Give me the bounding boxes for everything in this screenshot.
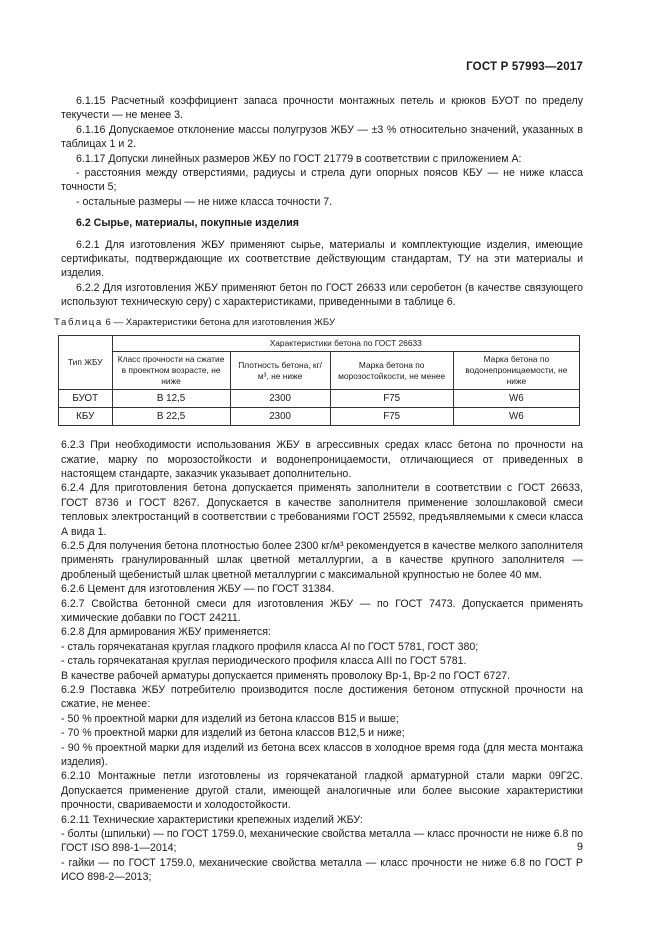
table-cell: W6 [453, 408, 579, 426]
document-id: ГОСТ Р 57993—2017 [466, 61, 583, 73]
table-cell: 2300 [230, 408, 330, 426]
table-caption-word: Таблица [54, 316, 103, 328]
list-item: - 70 % проектной марки для изделий из бетона классов В12,5 и ниже; [61, 727, 405, 740]
paragraph: 6.2.11 Технические характеристики крепежных изделий ЖБУ: [61, 813, 363, 826]
table-row [59, 390, 580, 408]
col-header-water: Марка бетона по водонепроницаемости, не ниже [453, 352, 579, 390]
paragraph: 6.2.7 Свойства бетонной смеси для изготовления ЖБУ — по ГОСТ 7473. Допускается применять химические добавки по ГОСТ 24211. [61, 597, 583, 624]
col-header-frost: Марка бетона по морозостойкости, не менее [330, 352, 453, 390]
paragraph [61, 123, 583, 152]
table-row [59, 408, 580, 426]
section-heading: 6.2 Сырье, материалы, покупные изделия [76, 217, 299, 230]
table-subheader-row [59, 352, 580, 390]
list-item: - сталь горячекатаная круглая гладкого профиля класса АI по ГОСТ 5781, ГОСТ 380; [61, 640, 479, 653]
document-body [54, 94, 583, 885]
paragraph-text: 6.2.2 Для изготовления ЖБУ применяют бетон по ГОСТ 26633 или серобетон (в качестве связующего используют техническую серу) с характеристиками, приведенными в таблице 6. [61, 281, 583, 309]
table-caption [54, 316, 583, 330]
paragraph: 6.2.3 При необходимости использования ЖБУ в агрессивных средах класс бетона по прочности на сжатие, марку по морозостойкости и водонепроницаемости, отличающиеся от приведенных в настоящем стандарте, заказчик указывает дополнительно. [61, 439, 583, 480]
table-header-row [59, 336, 580, 352]
paragraph-text: - расстояния между отверстиями, радиусы и стрела дуги опорных поясов КБУ — не ниже класса точности 5; [61, 167, 583, 194]
list-item: - 90 % проектной марки для изделий из бетона всех классов в холодное время года (для места монтажа изделия). [61, 741, 583, 769]
concrete-characteristics-table [58, 335, 580, 426]
list-item: - болты (шпильки) — по ГОСТ 1759.0, механические свойства металла — класс прочности не ниже 6.8 по ГОСТ ISO 898-1—2014; [61, 828, 583, 855]
table-cell: W6 [453, 390, 579, 408]
paragraph: 6.2.8 Для армирования ЖБУ применяется: [61, 626, 271, 639]
paragraph [61, 152, 583, 166]
list-item [61, 195, 583, 209]
paragraph: 6.2.10 Монтажные петли изготовлены из горячекатаной гладкой арматурной стали марки 09Г2С. Допускается применение другой стали, имеющей аналогичные или более высокие характеристики прочности, свариваемости и холодостойкости. [61, 770, 583, 812]
table-cell: В 12,5 [112, 390, 230, 408]
paragraph: В качестве рабочей арматуры допускается применять проволоку Вр-1, Вр-2 по ГОСТ 6727. [61, 669, 511, 682]
paragraph-text: 6.1.17 Допуски линейных размеров ЖБУ по ГОСТ 21779 в соответствии с приложением А: [76, 152, 522, 165]
paragraph-text: 6.2.1 Для изготовления ЖБУ применяют сырье, материалы и комплектующие изделия, имеющие сертификаты, подтверждающие их соответствие действующим стандартам, ТУ на эти материалы и изделия. [61, 238, 583, 280]
page-number: 9 [576, 841, 583, 853]
paragraph: 6.2.4 Для приготовления бетона допускается применять заполнители в соответствии с ГОСТ 26633, ГОСТ 8736 и ГОСТ 8267. Допускается в качестве заполнителя применение золошлаковой смеси тепловых электростанций в соответствии с требованиями ГОСТ 25592, предъявляемыми к смеси класса А вида 1. [61, 482, 583, 538]
paragraph-text: - остальные размеры — не ниже класса точности 7. [76, 195, 333, 208]
col-header-type: Тип ЖБУ [59, 336, 113, 390]
paragraph-text: 6.1.16 Допускаемое отклонение массы полугрузов ЖБУ — ±3 % относительно значений, указанных в таблицах 1 и 2. [61, 123, 583, 151]
col-header-density: Плотность бетона, кг/м³, не ниже [230, 352, 330, 390]
paragraph: 6.2.5 Для получения бетона плотностью более 2300 кг/м³ рекомендуется в качестве мелкого заполнителя применять гранулированный шлак цветной металлургии, а в качестве крупного заполнителя — дробленый щебенистый шлак цветной металлургии с максимальной крупностью не более 40 мм. [61, 539, 583, 581]
table-cell: В 22,5 [112, 408, 230, 426]
list-item: - 50 % проектной марки для изделий из бетона классов В15 и выше; [61, 712, 399, 725]
body-continuation [61, 438, 583, 885]
paragraph-text: 6.1.15 Расчетный коэффициент запаса прочности монтажных петель и крюков БУОТ по пределу текучести — не менее 3. [61, 95, 583, 122]
paragraph [61, 238, 583, 281]
paragraph [61, 281, 583, 310]
table-cell: F75 [330, 390, 453, 408]
table-cell: БУОТ [59, 390, 113, 408]
list-item: - сталь горячекатаная круглая периодического профиля класса АIII по ГОСТ 5781. [61, 655, 467, 668]
table-cell: 2300 [230, 390, 330, 408]
table-cell: КБУ [59, 408, 113, 426]
list-item: - гайки — по ГОСТ 1759.0, механические свойства металла — класс прочности не ниже 6.8 по ГОСТ Р ИСО 898-2—2013; [61, 856, 583, 884]
list-item [61, 166, 583, 195]
table-cell: F75 [330, 408, 453, 426]
paragraph: 6.2.6 Цемент для изготовления ЖБУ — по ГОСТ 31384. [61, 583, 335, 596]
paragraph [61, 94, 583, 123]
group-header: Характеристики бетона по ГОСТ 26633 [112, 336, 580, 352]
col-header-strength: Класс прочности на сжатие в проектном возрасте, не ниже [112, 352, 230, 390]
paragraph: 6.2.9 Поставка ЖБУ потребителю производится после достижения бетоном отпускной прочности на сжатие, не менее: [61, 684, 583, 711]
table-caption-text: 6 — Характеристики бетона для изготовления ЖБУ [102, 316, 336, 328]
